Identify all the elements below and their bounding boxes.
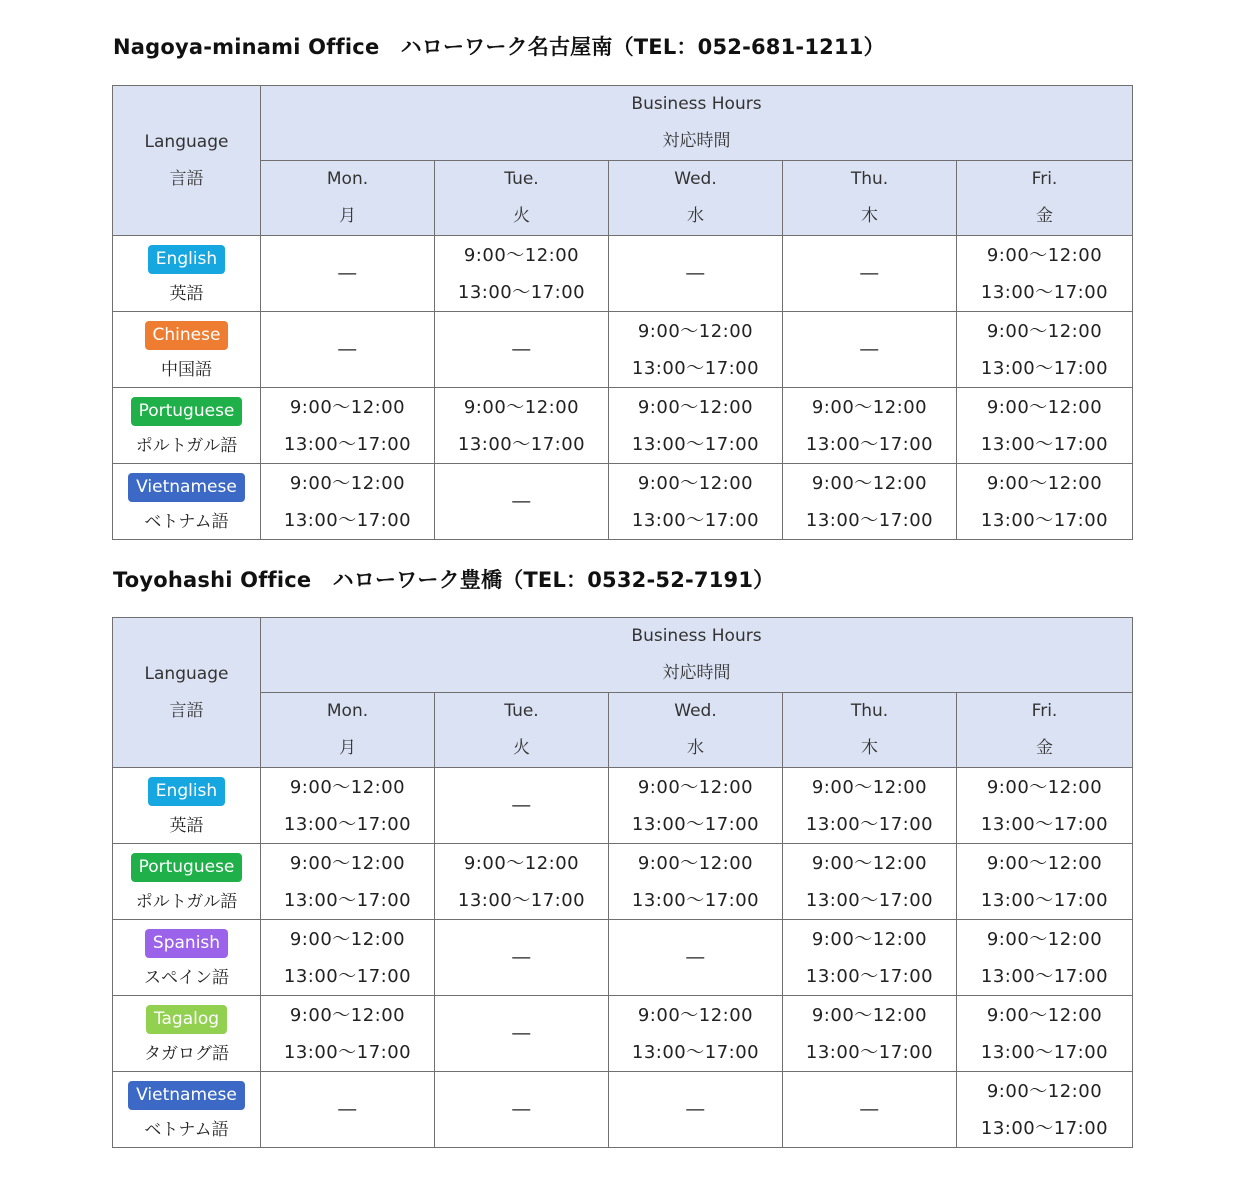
hours-cell-fri bbox=[957, 920, 1133, 996]
day-en: Mon. bbox=[326, 701, 369, 721]
day-jp: 火 bbox=[513, 206, 530, 226]
language-cell bbox=[113, 312, 261, 388]
hours-line: 13:00～17:00 bbox=[805, 965, 934, 987]
day-header-fri bbox=[957, 161, 1133, 236]
hours-cell-fri bbox=[957, 388, 1133, 464]
schedule-table-toyohashi bbox=[112, 617, 1133, 1148]
hours-line: 13:00～17:00 bbox=[631, 813, 760, 835]
hours-line: 13:00～17:00 bbox=[283, 1041, 412, 1063]
language-name-jp: ベトナム語 bbox=[144, 1120, 229, 1140]
hours-cell-tue bbox=[435, 920, 609, 996]
language-cell bbox=[113, 920, 261, 996]
business-hours-en: Business Hours bbox=[631, 94, 762, 114]
language-cell bbox=[113, 236, 261, 312]
hours-cell-tue bbox=[435, 236, 609, 312]
hours-line: 9:00～12:00 bbox=[986, 472, 1103, 494]
language-badge: Chinese bbox=[145, 321, 229, 350]
closed-dash: ― bbox=[512, 795, 531, 816]
hours-line: 9:00～12:00 bbox=[637, 320, 754, 342]
closed-dash: ― bbox=[512, 339, 531, 360]
hours-cell-thu bbox=[783, 312, 957, 388]
hours-line: 13:00～17:00 bbox=[457, 281, 586, 303]
hours-line: 9:00～12:00 bbox=[463, 244, 580, 266]
language-header bbox=[113, 86, 261, 236]
day-header-mon bbox=[261, 161, 435, 236]
hours-line: 9:00～12:00 bbox=[289, 1004, 406, 1026]
day-jp: 月 bbox=[339, 738, 356, 758]
hours-line: 9:00～12:00 bbox=[637, 396, 754, 418]
hours-cell-wed bbox=[609, 388, 783, 464]
hours-line: 13:00～17:00 bbox=[980, 1041, 1109, 1063]
day-en: Mon. bbox=[326, 169, 369, 189]
day-jp: 月 bbox=[339, 206, 356, 226]
hours-line: 13:00～17:00 bbox=[980, 509, 1109, 531]
hours-line: 9:00～12:00 bbox=[986, 320, 1103, 342]
table-row bbox=[113, 768, 1133, 844]
table-row bbox=[113, 236, 1133, 312]
hours-cell-wed bbox=[609, 996, 783, 1072]
hours-line: 13:00～17:00 bbox=[631, 889, 760, 911]
hours-cell-mon bbox=[261, 996, 435, 1072]
hours-line: 9:00～12:00 bbox=[811, 472, 928, 494]
hours-cell-thu bbox=[783, 768, 957, 844]
business-hours-jp: 対応時間 bbox=[662, 131, 731, 151]
hours-cell-mon bbox=[261, 1072, 435, 1148]
language-badge: English bbox=[148, 245, 225, 274]
hours-line: 9:00～12:00 bbox=[289, 472, 406, 494]
schedule-table-nagoya-minami bbox=[112, 85, 1133, 540]
hours-line: 13:00～17:00 bbox=[980, 281, 1109, 303]
language-cell bbox=[113, 996, 261, 1072]
hours-cell-fri bbox=[957, 236, 1133, 312]
hours-cell-mon bbox=[261, 464, 435, 540]
header-row bbox=[113, 618, 1133, 693]
hours-cell-thu bbox=[783, 920, 957, 996]
hours-line: 13:00～17:00 bbox=[805, 509, 934, 531]
hours-cell-tue bbox=[435, 768, 609, 844]
language-name-jp: ベトナム語 bbox=[144, 512, 229, 532]
hours-line: 13:00～17:00 bbox=[980, 889, 1109, 911]
hours-line: 13:00～17:00 bbox=[283, 889, 412, 911]
day-jp: 水 bbox=[687, 738, 704, 758]
hours-line: 9:00～12:00 bbox=[637, 852, 754, 874]
closed-dash: ― bbox=[338, 1099, 357, 1120]
hours-cell-wed bbox=[609, 768, 783, 844]
day-header-wed bbox=[609, 161, 783, 236]
language-cell bbox=[113, 768, 261, 844]
hours-line: 13:00～17:00 bbox=[805, 889, 934, 911]
hours-line: 13:00～17:00 bbox=[631, 509, 760, 531]
hours-line: 9:00～12:00 bbox=[986, 396, 1103, 418]
closed-dash: ― bbox=[686, 1099, 705, 1120]
closed-dash: ― bbox=[512, 1023, 531, 1044]
language-cell bbox=[113, 844, 261, 920]
hours-line: 13:00～17:00 bbox=[980, 965, 1109, 987]
day-en: Fri. bbox=[1031, 701, 1058, 721]
hours-line: 13:00～17:00 bbox=[283, 965, 412, 987]
language-badge: English bbox=[148, 777, 225, 806]
hours-cell-mon bbox=[261, 236, 435, 312]
office-title-nagoya-minami: Nagoya-minami Office ハローワーク名古屋南（TEL：052-681-1211） bbox=[113, 35, 885, 59]
hours-line: 9:00～12:00 bbox=[986, 928, 1103, 950]
hours-line: 9:00～12:00 bbox=[637, 776, 754, 798]
hours-line: 13:00～17:00 bbox=[283, 813, 412, 835]
hours-line: 9:00～12:00 bbox=[986, 776, 1103, 798]
hours-cell-tue bbox=[435, 996, 609, 1072]
day-header-mon bbox=[261, 693, 435, 768]
table-row bbox=[113, 1072, 1133, 1148]
language-cell bbox=[113, 388, 261, 464]
day-header-tue bbox=[435, 693, 609, 768]
language-cell bbox=[113, 464, 261, 540]
day-en: Tue. bbox=[504, 169, 539, 189]
hours-line: 9:00～12:00 bbox=[811, 928, 928, 950]
hours-cell-wed bbox=[609, 236, 783, 312]
table-row bbox=[113, 996, 1133, 1072]
hours-line: 9:00～12:00 bbox=[811, 1004, 928, 1026]
language-name-jp: 英語 bbox=[169, 284, 204, 304]
hours-line: 13:00～17:00 bbox=[631, 433, 760, 455]
hours-line: 9:00～12:00 bbox=[289, 776, 406, 798]
language-badge: Spanish bbox=[145, 929, 228, 958]
language-name-jp: ポルトガル語 bbox=[135, 436, 238, 456]
hours-line: 9:00～12:00 bbox=[986, 1004, 1103, 1026]
day-header-fri bbox=[957, 693, 1133, 768]
hours-cell-mon bbox=[261, 920, 435, 996]
hours-line: 9:00～12:00 bbox=[811, 852, 928, 874]
day-jp: 木 bbox=[861, 206, 878, 226]
hours-cell-fri bbox=[957, 1072, 1133, 1148]
hours-cell-tue bbox=[435, 388, 609, 464]
language-name-jp: ポルトガル語 bbox=[135, 892, 238, 912]
hours-cell-fri bbox=[957, 844, 1133, 920]
closed-dash: ― bbox=[512, 947, 531, 968]
hours-cell-wed bbox=[609, 464, 783, 540]
hours-cell-wed bbox=[609, 844, 783, 920]
closed-dash: ― bbox=[860, 1099, 879, 1120]
hours-cell-thu bbox=[783, 464, 957, 540]
hours-cell-thu bbox=[783, 844, 957, 920]
day-en: Wed. bbox=[674, 701, 717, 721]
hours-cell-fri bbox=[957, 768, 1133, 844]
hours-line: 13:00～17:00 bbox=[980, 357, 1109, 379]
hours-cell-mon bbox=[261, 388, 435, 464]
hours-cell-tue bbox=[435, 464, 609, 540]
hours-line: 13:00～17:00 bbox=[283, 433, 412, 455]
day-header-thu bbox=[783, 693, 957, 768]
hours-line: 9:00～12:00 bbox=[289, 928, 406, 950]
closed-dash: ― bbox=[338, 263, 357, 284]
closed-dash: ― bbox=[860, 263, 879, 284]
day-jp: 水 bbox=[687, 206, 704, 226]
day-en: Wed. bbox=[674, 169, 717, 189]
hours-cell-wed bbox=[609, 920, 783, 996]
closed-dash: ― bbox=[338, 339, 357, 360]
office-title-toyohashi: Toyohashi Office ハローワーク豊橋（TEL：0532-52-7191） bbox=[113, 568, 775, 592]
day-header-row bbox=[113, 693, 1133, 768]
hours-cell-mon bbox=[261, 844, 435, 920]
language-badge: Vietnamese bbox=[128, 473, 245, 502]
table-row bbox=[113, 312, 1133, 388]
closed-dash: ― bbox=[512, 1099, 531, 1120]
hours-line: 9:00～12:00 bbox=[811, 776, 928, 798]
table-row bbox=[113, 844, 1133, 920]
language-header-jp: 言語 bbox=[169, 168, 204, 189]
hours-cell-thu bbox=[783, 388, 957, 464]
hours-line: 9:00～12:00 bbox=[289, 852, 406, 874]
hours-line: 9:00～12:00 bbox=[463, 396, 580, 418]
hours-cell-fri bbox=[957, 464, 1133, 540]
language-name-jp: タガログ語 bbox=[144, 1044, 229, 1064]
hours-cell-wed bbox=[609, 1072, 783, 1148]
hours-line: 13:00～17:00 bbox=[457, 889, 586, 911]
hours-line: 13:00～17:00 bbox=[805, 813, 934, 835]
day-en: Tue. bbox=[504, 701, 539, 721]
closed-dash: ― bbox=[512, 491, 531, 512]
language-header bbox=[113, 618, 261, 768]
hours-line: 13:00～17:00 bbox=[980, 433, 1109, 455]
language-name-jp: 英語 bbox=[169, 816, 204, 836]
hours-line: 13:00～17:00 bbox=[283, 509, 412, 531]
hours-cell-mon bbox=[261, 312, 435, 388]
language-name-jp: 中国語 bbox=[161, 360, 212, 380]
hours-line: 13:00～17:00 bbox=[805, 433, 934, 455]
hours-cell-tue bbox=[435, 844, 609, 920]
hours-line: 9:00～12:00 bbox=[986, 852, 1103, 874]
language-name-jp: スペイン語 bbox=[144, 968, 229, 988]
day-en: Fri. bbox=[1031, 169, 1058, 189]
day-header-tue bbox=[435, 161, 609, 236]
business-hours-jp: 対応時間 bbox=[662, 663, 731, 683]
table-row bbox=[113, 464, 1133, 540]
language-cell bbox=[113, 1072, 261, 1148]
hours-line: 13:00～17:00 bbox=[980, 1117, 1109, 1139]
hours-line: 13:00～17:00 bbox=[457, 433, 586, 455]
hours-line: 13:00～17:00 bbox=[631, 1041, 760, 1063]
day-jp: 金 bbox=[1036, 206, 1053, 226]
closed-dash: ― bbox=[686, 947, 705, 968]
hours-cell-fri bbox=[957, 996, 1133, 1072]
language-header-jp: 言語 bbox=[169, 700, 204, 721]
day-en: Thu. bbox=[850, 169, 889, 189]
hours-line: 9:00～12:00 bbox=[637, 472, 754, 494]
table-row bbox=[113, 388, 1133, 464]
hours-line: 13:00～17:00 bbox=[631, 357, 760, 379]
day-jp: 火 bbox=[513, 738, 530, 758]
day-en: Thu. bbox=[850, 701, 889, 721]
hours-line: 9:00～12:00 bbox=[986, 1080, 1103, 1102]
hours-line: 9:00～12:00 bbox=[289, 396, 406, 418]
hours-cell-mon bbox=[261, 768, 435, 844]
table-row bbox=[113, 920, 1133, 996]
hours-cell-tue bbox=[435, 1072, 609, 1148]
language-badge: Portuguese bbox=[131, 853, 243, 882]
hours-cell-tue bbox=[435, 312, 609, 388]
language-badge: Vietnamese bbox=[128, 1081, 245, 1110]
day-header-thu bbox=[783, 161, 957, 236]
closed-dash: ― bbox=[686, 263, 705, 284]
header-row bbox=[113, 86, 1133, 161]
hours-cell-thu bbox=[783, 1072, 957, 1148]
hours-line: 9:00～12:00 bbox=[986, 244, 1103, 266]
language-badge: Tagalog bbox=[146, 1005, 227, 1034]
closed-dash: ― bbox=[860, 339, 879, 360]
day-jp: 木 bbox=[861, 738, 878, 758]
day-header-row bbox=[113, 161, 1133, 236]
language-badge: Portuguese bbox=[131, 397, 243, 426]
day-header-wed bbox=[609, 693, 783, 768]
hours-line: 13:00～17:00 bbox=[980, 813, 1109, 835]
hours-line: 9:00～12:00 bbox=[811, 396, 928, 418]
hours-cell-fri bbox=[957, 312, 1133, 388]
business-hours-header bbox=[261, 618, 1133, 693]
day-jp: 金 bbox=[1036, 738, 1053, 758]
hours-line: 9:00～12:00 bbox=[637, 1004, 754, 1026]
business-hours-en: Business Hours bbox=[631, 626, 762, 646]
language-header-en: Language bbox=[144, 131, 229, 152]
hours-cell-wed bbox=[609, 312, 783, 388]
hours-line: 13:00～17:00 bbox=[805, 1041, 934, 1063]
hours-cell-thu bbox=[783, 996, 957, 1072]
hours-cell-thu bbox=[783, 236, 957, 312]
business-hours-header bbox=[261, 86, 1133, 161]
hours-line: 9:00～12:00 bbox=[463, 852, 580, 874]
language-header-en: Language bbox=[144, 663, 229, 684]
